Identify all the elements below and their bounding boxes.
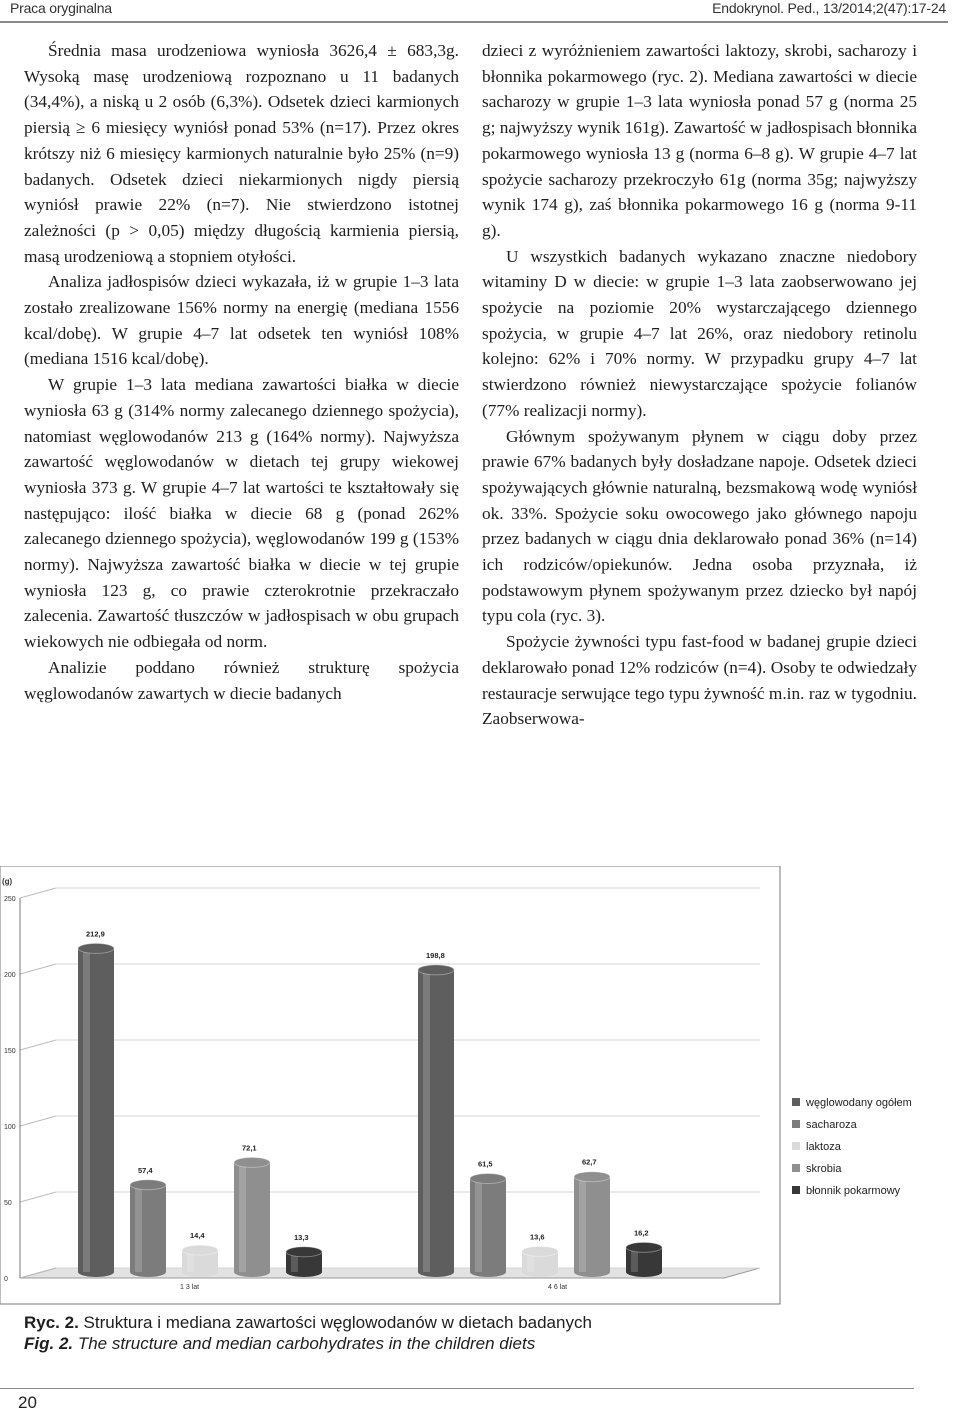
- bar: [130, 1180, 166, 1277]
- caption-label-pl: Ryc. 2.: [24, 1313, 79, 1332]
- caption-text-pl: Struktura i mediana zawartości węglowodanów w dietach badanych: [78, 1313, 592, 1332]
- bar-top: [286, 1247, 322, 1257]
- legend-label: skrobia: [806, 1163, 842, 1175]
- data-label: 72,1: [242, 1143, 257, 1153]
- bar-highlight: [475, 1179, 482, 1272]
- bar-highlight: [423, 970, 430, 1272]
- page-number: 20: [18, 1393, 37, 1412]
- caption-label-en: Fig. 2.: [24, 1334, 74, 1353]
- figure-caption: [24, 1312, 592, 1354]
- category-label: 4 6 lat: [548, 1284, 568, 1291]
- bar-highlight: [579, 1177, 586, 1272]
- paragraph: Spożycie żywności typu fast-food w badanej grupie dzieci deklarowało ponad 12% rodziców (n=4). Osoby te odwiedzały restauracje serwujące tego typu żywność m.in. raz w tygodniu. Zaobserwowa-: [482, 632, 917, 729]
- data-label: 13,3: [294, 1232, 309, 1242]
- bar: [522, 1246, 558, 1277]
- paragraph: Średnia masa urodzeniowa wyniosła 3626,4 ± 683,3g. Wysoką masę urodzeniową rozpoznano u 11 badanych (34,4%), a niską u 2 osób (6,3%). Odsetek dzieci karmionych piersią ≥ 6 miesięcy wyniósł ponad 53% (n=17). Przez okres krótszy niż 6 miesięcy karmionych naturalnie było 25% (n=9) badanych. Odsetek dzieci niekarmionych nigdy piersią wyniósł prawie 22% (n=7). Nie stwierdzono istotnej zależności (p > 0,05) między długością karmienia piersią, masą urodzeniową a stopniem otyłości.: [24, 41, 459, 266]
- paragraph: U wszystkich badanych wykazano znaczne niedobory witaminy D w diecie: w grupie 1–3 lata zaobserwowano jej spożycie na poziomie 20% wystarczającego dziennego spożycia, w grupie 4–7 lat 26%, oraz niedobory retinolu kolejno: 62% i 70% normy. W przypadku grupy 4–7 lat stwierdzono również niewystarczające spożycie folianów (77% realizacji normy).: [482, 246, 917, 420]
- bar-highlight: [239, 1162, 246, 1272]
- legend-label: błonnik pokarmowy: [806, 1185, 901, 1197]
- legend-label: węglowodany ogółem: [806, 1097, 912, 1109]
- legend-label: laktoza: [806, 1141, 841, 1153]
- bar: [626, 1242, 662, 1277]
- bar-highlight: [135, 1185, 142, 1272]
- legend-swatch: [792, 1098, 800, 1106]
- bar: [234, 1157, 270, 1277]
- data-label: 14,4: [190, 1231, 205, 1241]
- bar: [182, 1245, 218, 1277]
- chart-frame: [0, 866, 780, 1304]
- bar: [418, 965, 454, 1277]
- bar-top: [626, 1242, 662, 1252]
- category-label: 1 3 lat: [180, 1284, 200, 1291]
- carbohydrate-bar-chart: [0, 866, 960, 1306]
- bar-top: [470, 1174, 506, 1184]
- bar-top: [234, 1157, 270, 1167]
- caption-text-en: The structure and median carbohydrates in the children diets: [73, 1334, 536, 1353]
- data-label: 57,4: [138, 1165, 153, 1175]
- bar: [574, 1172, 610, 1277]
- bar-top: [574, 1172, 610, 1182]
- text-column-right: [482, 38, 917, 732]
- header-divider: [0, 21, 948, 23]
- data-label: 212,9: [86, 929, 105, 939]
- data-label: 61,5: [478, 1159, 493, 1169]
- bar-highlight: [83, 948, 90, 1272]
- y-tick-label: 250: [4, 896, 16, 903]
- footer-divider: [0, 1388, 914, 1389]
- paragraph: Analiza jadłospisów dzieci wykazała, iż w grupie 1–3 lata zostało zrealizowane 156% normy na energię (mediana 1556 kcal/dobę). W grupie 4–7 lat odsetek ten wyniósł 108% (mediana 1516 kcal/dobę).: [24, 272, 459, 369]
- data-label: 62,7: [582, 1157, 597, 1167]
- running-header-right: Endokrynol. Ped., 13/2014;2(47):17-24: [712, 0, 946, 16]
- bar-top: [418, 965, 454, 975]
- bar-top: [522, 1246, 558, 1256]
- legend-swatch: [792, 1120, 800, 1128]
- bar-top: [78, 943, 114, 953]
- legend-label: sacharoza: [806, 1119, 857, 1131]
- y-tick-label: 0: [4, 1276, 8, 1283]
- bar: [286, 1247, 322, 1277]
- text-column-left: [24, 38, 459, 706]
- bar: [470, 1174, 506, 1277]
- paragraph: Głównym spożywanym płynem w ciągu doby przez prawie 67% badanych były dosładzane napoje. Odsetek dzieci spożywających głównie naturalną, bezsmakową wodę wyniósł ok. 33%. Spożycie soku owocowego jako głównego napoju przez badanych w ciągu dnia deklarowało ponad 36% (n=14) ich rodziców/opiekunów. Jedna osoba przyznała, iż podstawowym płynem spożywanym przez dziecko był napój typu cola (ryc. 3).: [482, 426, 917, 626]
- y-tick-label: 200: [4, 972, 16, 979]
- y-tick-label: 150: [4, 1048, 16, 1055]
- legend-swatch: [792, 1142, 800, 1150]
- paragraph: dzieci z wyróżnieniem zawartości laktozy, skrobi, sacharozy i błonnika pokarmowego (ryc. 2). Mediana zawartości w diecie sacharozy w grupie 1–3 lata wyniosła ponad 57 g (norma 25 g; najwyższy wynik 161g). Zawartość w jadłospisach błonnika pokarmowego wyniosła 13 g (norma 6–8 g). W grupie 4–7 lat spożycie sacharozy przekroczyło 61g (norma 35g; najwyższy wynik 174 g), zaś błonnika pokarmowego 16 g (norma 9-11 g).: [482, 41, 917, 240]
- bar: [78, 943, 114, 1277]
- data-label: 13,6: [530, 1232, 545, 1242]
- paragraph: Analizie poddano również strukturę spożycia węglowodanów zawartych w diecie badanych: [24, 657, 459, 703]
- bar-top: [182, 1245, 218, 1255]
- data-label: 16,2: [634, 1228, 649, 1238]
- y-tick-label: 100: [4, 1124, 16, 1131]
- y-unit-label: (g): [2, 877, 13, 886]
- y-tick-label: 50: [4, 1200, 12, 1207]
- running-header-left: Praca oryginalna: [10, 0, 112, 16]
- legend-swatch: [792, 1164, 800, 1172]
- bar-top: [130, 1180, 166, 1190]
- paragraph: W grupie 1–3 lata mediana zawartości białka w diecie wyniosła 63 g (314% normy zalecanego dziennego spożycia), natomiast węglowodanów 213 g (164% normy). Najwyższa zawartość węglowodanów w dietach tej grupy wiekowej wyniosła 373 g. W grupie 4–7 lat wartości te kształtowały się następująco: ilość białka w diecie 68 g (ponad 262% zalecanego dziennego spożycia), węglowodanów 199 g (153% normy). Najwyższa zawartość białka w diecie w tej grupie wyniosła 123 g, co prawie czterokrotnie przekraczało zalecenia. Zawartość tłuszczów w jadłospisach w obu grupach wiekowych nie odbiegała od norm.: [24, 375, 459, 652]
- legend-swatch: [792, 1186, 800, 1194]
- data-label: 198,8: [426, 950, 445, 960]
